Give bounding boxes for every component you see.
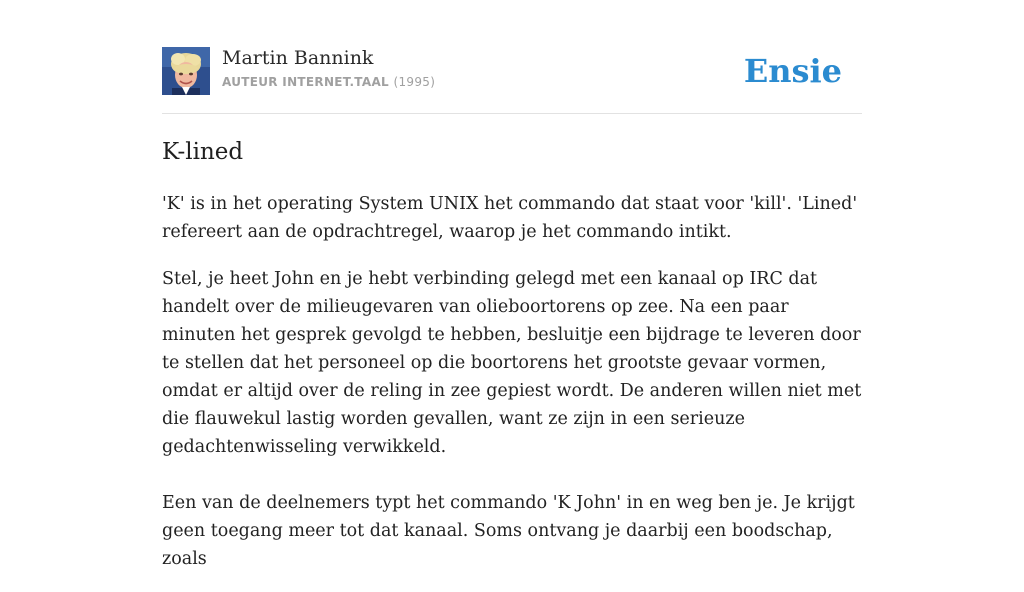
author-avatar[interactable]: [162, 47, 210, 95]
author-year: (1995): [393, 75, 436, 89]
entry-paragraph: Een van de deelnemers typt het commando 'K John' in en weg ben je. Je krijgt geen toegang meer tot dat kanaal. Soms ontvang je daarbij een boodschap, zoals: [162, 493, 855, 569]
entry-paragraph: Stel, je heet John en je hebt verbinding gelegd met een kanaal op IRC dat handelt over de milieugevaren van olieboortorens op zee. Na een paar minuten het gesprek gevolgd te hebben, besluitje een bijdrage te leveren door te stellen dat het personeel op die boortorens het grootste gevaar vormen, omdat er altijd over de reling in zee gepiest wordt. De anderen willen niet met die flauwekul lastig worden gevallen, want ze zijn in een serieuze gedachtenwisseling verwikkeld.: [162, 269, 862, 457]
entry-body: [162, 190, 862, 592]
author-role: [222, 74, 435, 90]
ensie-logo[interactable]: Ensie: [743, 52, 842, 90]
entry-title: K-lined: [162, 139, 244, 165]
author-header: [162, 46, 862, 96]
author-role-label: AUTEUR INTERNET.TAAL: [222, 75, 389, 89]
author-name[interactable]: Martin Bannink: [222, 47, 374, 69]
header-divider: [162, 113, 862, 114]
avatar-portrait-icon: [162, 47, 210, 95]
entry-paragraph: 'K' is in het operating System UNIX het commando dat staat voor 'kill'. 'Lined' refereert aan de opdrachtregel, waarop je het commando intikt.: [162, 194, 858, 242]
entry-card: [162, 0, 862, 569]
